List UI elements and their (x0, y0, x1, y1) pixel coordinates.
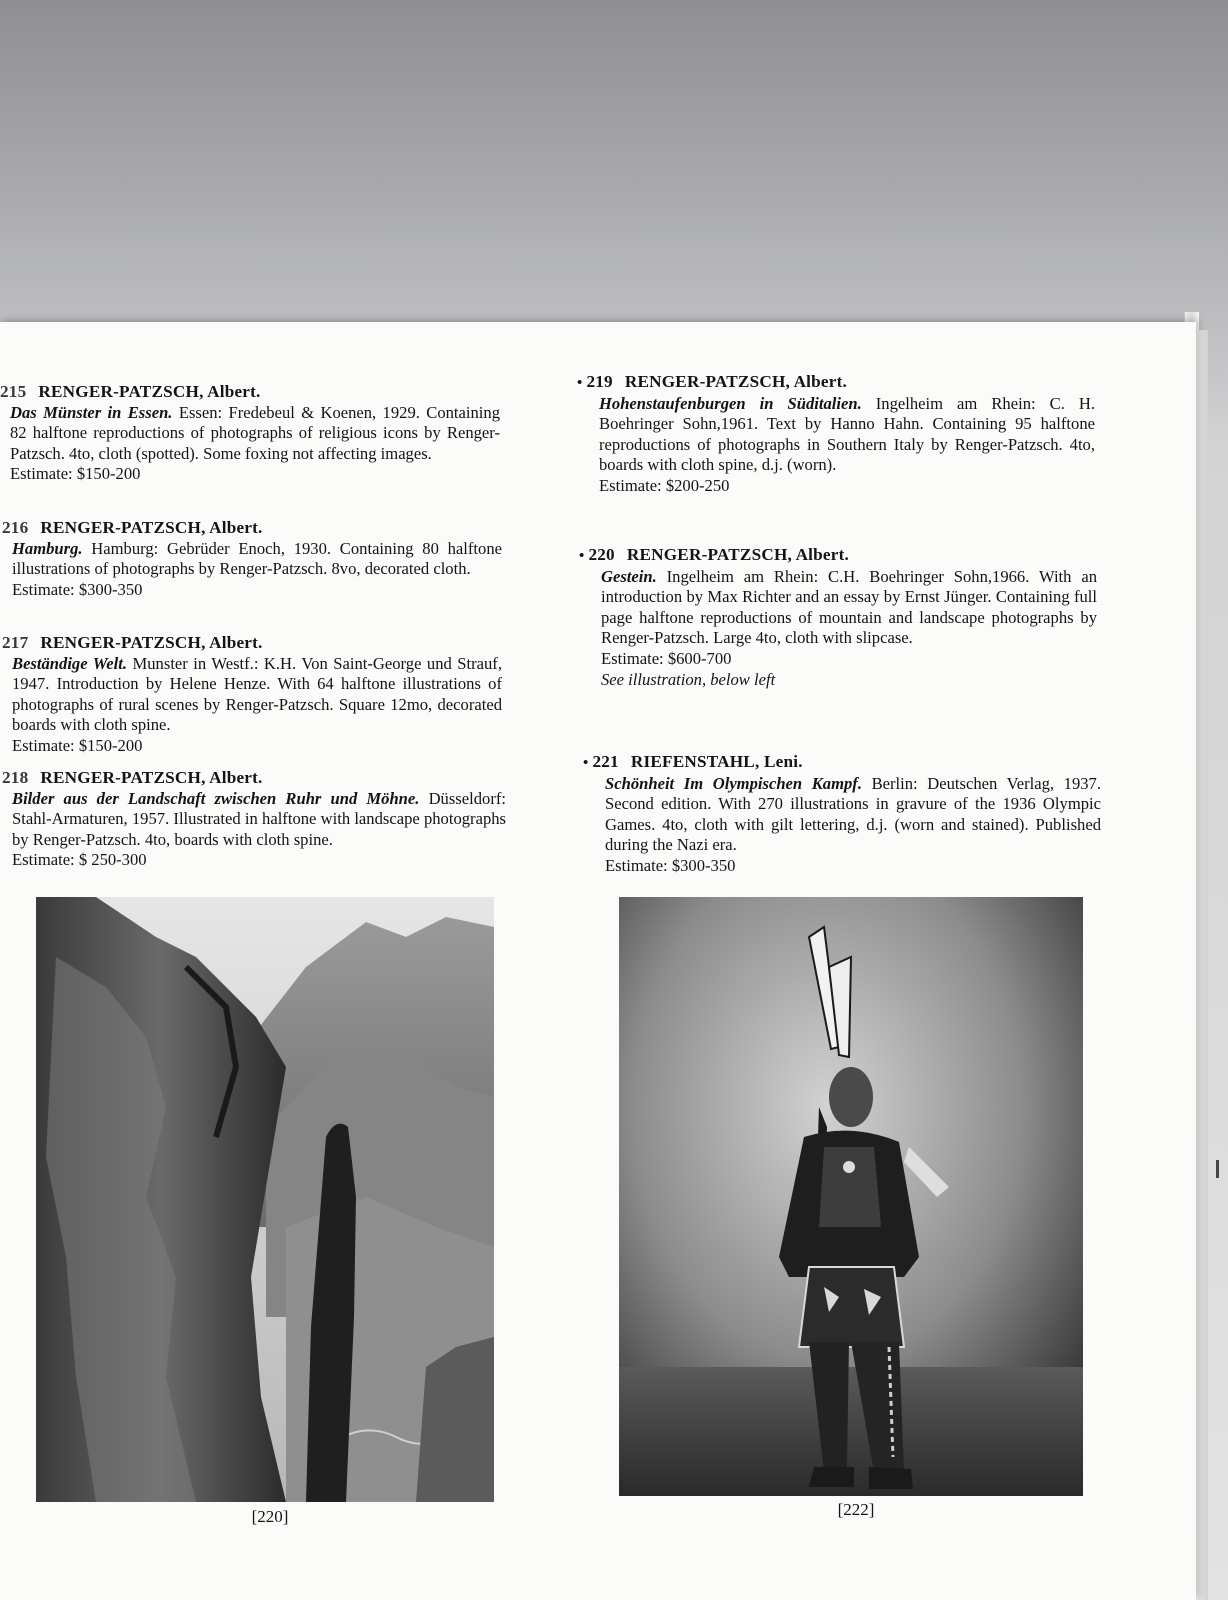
lot-estimate: Estimate: $150-200 (10, 464, 141, 484)
lot-title: Schönheit Im Olympischen Kampf. (605, 773, 862, 793)
lot-description (577, 394, 1095, 476)
lot-author: RIEFENSTAHL, Leni. (630, 752, 803, 771)
lot-text: Essen: Fredebeul & Koenen, 1929. Containing 82 halftone reproductions of photographs of religious icons by Renger-Patzsch. 4to, cloth (spotted). Some foxing not affecting images. (10, 402, 500, 463)
lot-author: RENGER-PATZSCH, Albert. (40, 518, 263, 537)
edge-mark (1216, 1160, 1219, 1178)
lot-text: Ingelheim am Rhein: C. H. Boehringer Sohn,1961. Text by Hanno Hahn. Containing 95 halftone reproductions of photographs in Southern Italy by Renger-Patzsch. 4to, boards with cloth spine, d.j. (worn). (599, 393, 1095, 475)
page-edge-shadow (1198, 330, 1208, 1600)
lot-description (0, 403, 500, 465)
portrait-image (619, 897, 1083, 1496)
lot-heading (2, 633, 502, 654)
lot-title: Bilder aus der Landschaft zwischen Ruhr und Möhne. (12, 788, 420, 808)
see-illustration-note: See illustration, below left (601, 669, 776, 689)
lot-title: Das Münster in Essen. (10, 402, 173, 422)
lot-number: 215 (0, 382, 27, 401)
lot-title: Hamburg. (12, 538, 83, 558)
lot-author: RENGER-PATZSCH, Albert. (40, 768, 263, 787)
lot-heading (577, 372, 1095, 394)
lot-title: Hohenstaufenburgen in Süditalien. (599, 393, 862, 413)
lot-bullet: • (579, 548, 585, 564)
lot-text: Hamburg: Gebrüder Enoch, 1930. Containing 80 halftone illustrations of photographs by Renger-Patzsch. 8vo, decorated cloth. (12, 538, 502, 579)
lot-text: Munster in Westf.: K.H. Von Saint-George und Strauf, 1947. Introduction by Helene Henze. With 64 halftone illustrations of photographs of rural scenes by Renger-Patzsch. Square 12mo, decorated boards with cloth spine. (12, 653, 502, 735)
lot-216 (2, 518, 502, 600)
lot-221 (583, 752, 1101, 877)
lot-number: 216 (2, 518, 29, 537)
left-photo-caption: [220] (251, 1507, 289, 1526)
lot-title: Gestein. (601, 566, 657, 586)
lot-text: Berlin: Deutschen Verlag, 1937. Second edition. With 270 illustrations in gravure of the 1936 Olympic Games. 4to, cloth with gilt lettering, d.j. (worn and stained). Published during the Nazi era. (605, 773, 1101, 855)
lot-217 (2, 633, 502, 757)
lot-218 (2, 768, 506, 871)
lot-text: Ingelheim am Rhein: C.H. Boehringer Sohn,1966. With an introduction by Max Richter and an essay by Ernst Jünger. Containing full page halftone reproductions of mountain and landscape photographs by Renger-Patzsch. Large 4to, cloth with slipcase. (601, 566, 1097, 648)
lot-estimate: Estimate: $ 250-300 (12, 850, 147, 870)
lot-description (583, 774, 1101, 856)
lot-description (2, 789, 506, 851)
lot-bullet: • (583, 755, 589, 771)
right-photo-caption: [222] (837, 1500, 875, 1519)
mountain-landscape-image (36, 897, 494, 1502)
lot-heading (2, 518, 502, 539)
lot-heading (2, 768, 506, 789)
lot-bullet: • (577, 375, 583, 391)
lot-215 (0, 382, 500, 485)
lot-220 (579, 545, 1097, 690)
lot-219 (577, 372, 1095, 497)
lot-text: Düsseldorf: Stahl-Armaturen, 1957. Illustrated in halftone with landscape photographs by Renger-Patzsch. 4to, boards with cloth spine. (12, 788, 506, 849)
lot-heading (579, 545, 1097, 567)
lot-description (579, 567, 1097, 649)
lot-author: RENGER-PATZSCH, Albert. (40, 633, 263, 652)
lot-estimate: Estimate: $600-700 (601, 648, 732, 668)
lot-author: RENGER-PATZSCH, Albert. (626, 545, 849, 564)
lot-author: RENGER-PATZSCH, Albert. (624, 372, 847, 391)
lot-estimate: Estimate: $300-350 (605, 855, 736, 875)
lot-estimate: Estimate: $300-350 (12, 579, 143, 599)
lot-number: 217 (2, 633, 29, 652)
lot-number: 218 (2, 768, 29, 787)
lot-heading (0, 382, 500, 403)
lot-number: 221 (592, 752, 619, 771)
lot-description (2, 654, 502, 736)
lot-title: Beständige Welt. (12, 653, 128, 673)
portrait-photo (619, 897, 1083, 1496)
lot-description (2, 539, 502, 580)
lot-heading (583, 752, 1101, 774)
lot-number: 220 (588, 545, 615, 564)
lot-author: RENGER-PATZSCH, Albert. (38, 382, 261, 401)
lot-estimate: Estimate: $150-200 (12, 735, 143, 755)
mountain-landscape-photo (36, 897, 494, 1502)
lot-number: 219 (586, 372, 613, 391)
lot-estimate: Estimate: $200-250 (599, 475, 730, 495)
